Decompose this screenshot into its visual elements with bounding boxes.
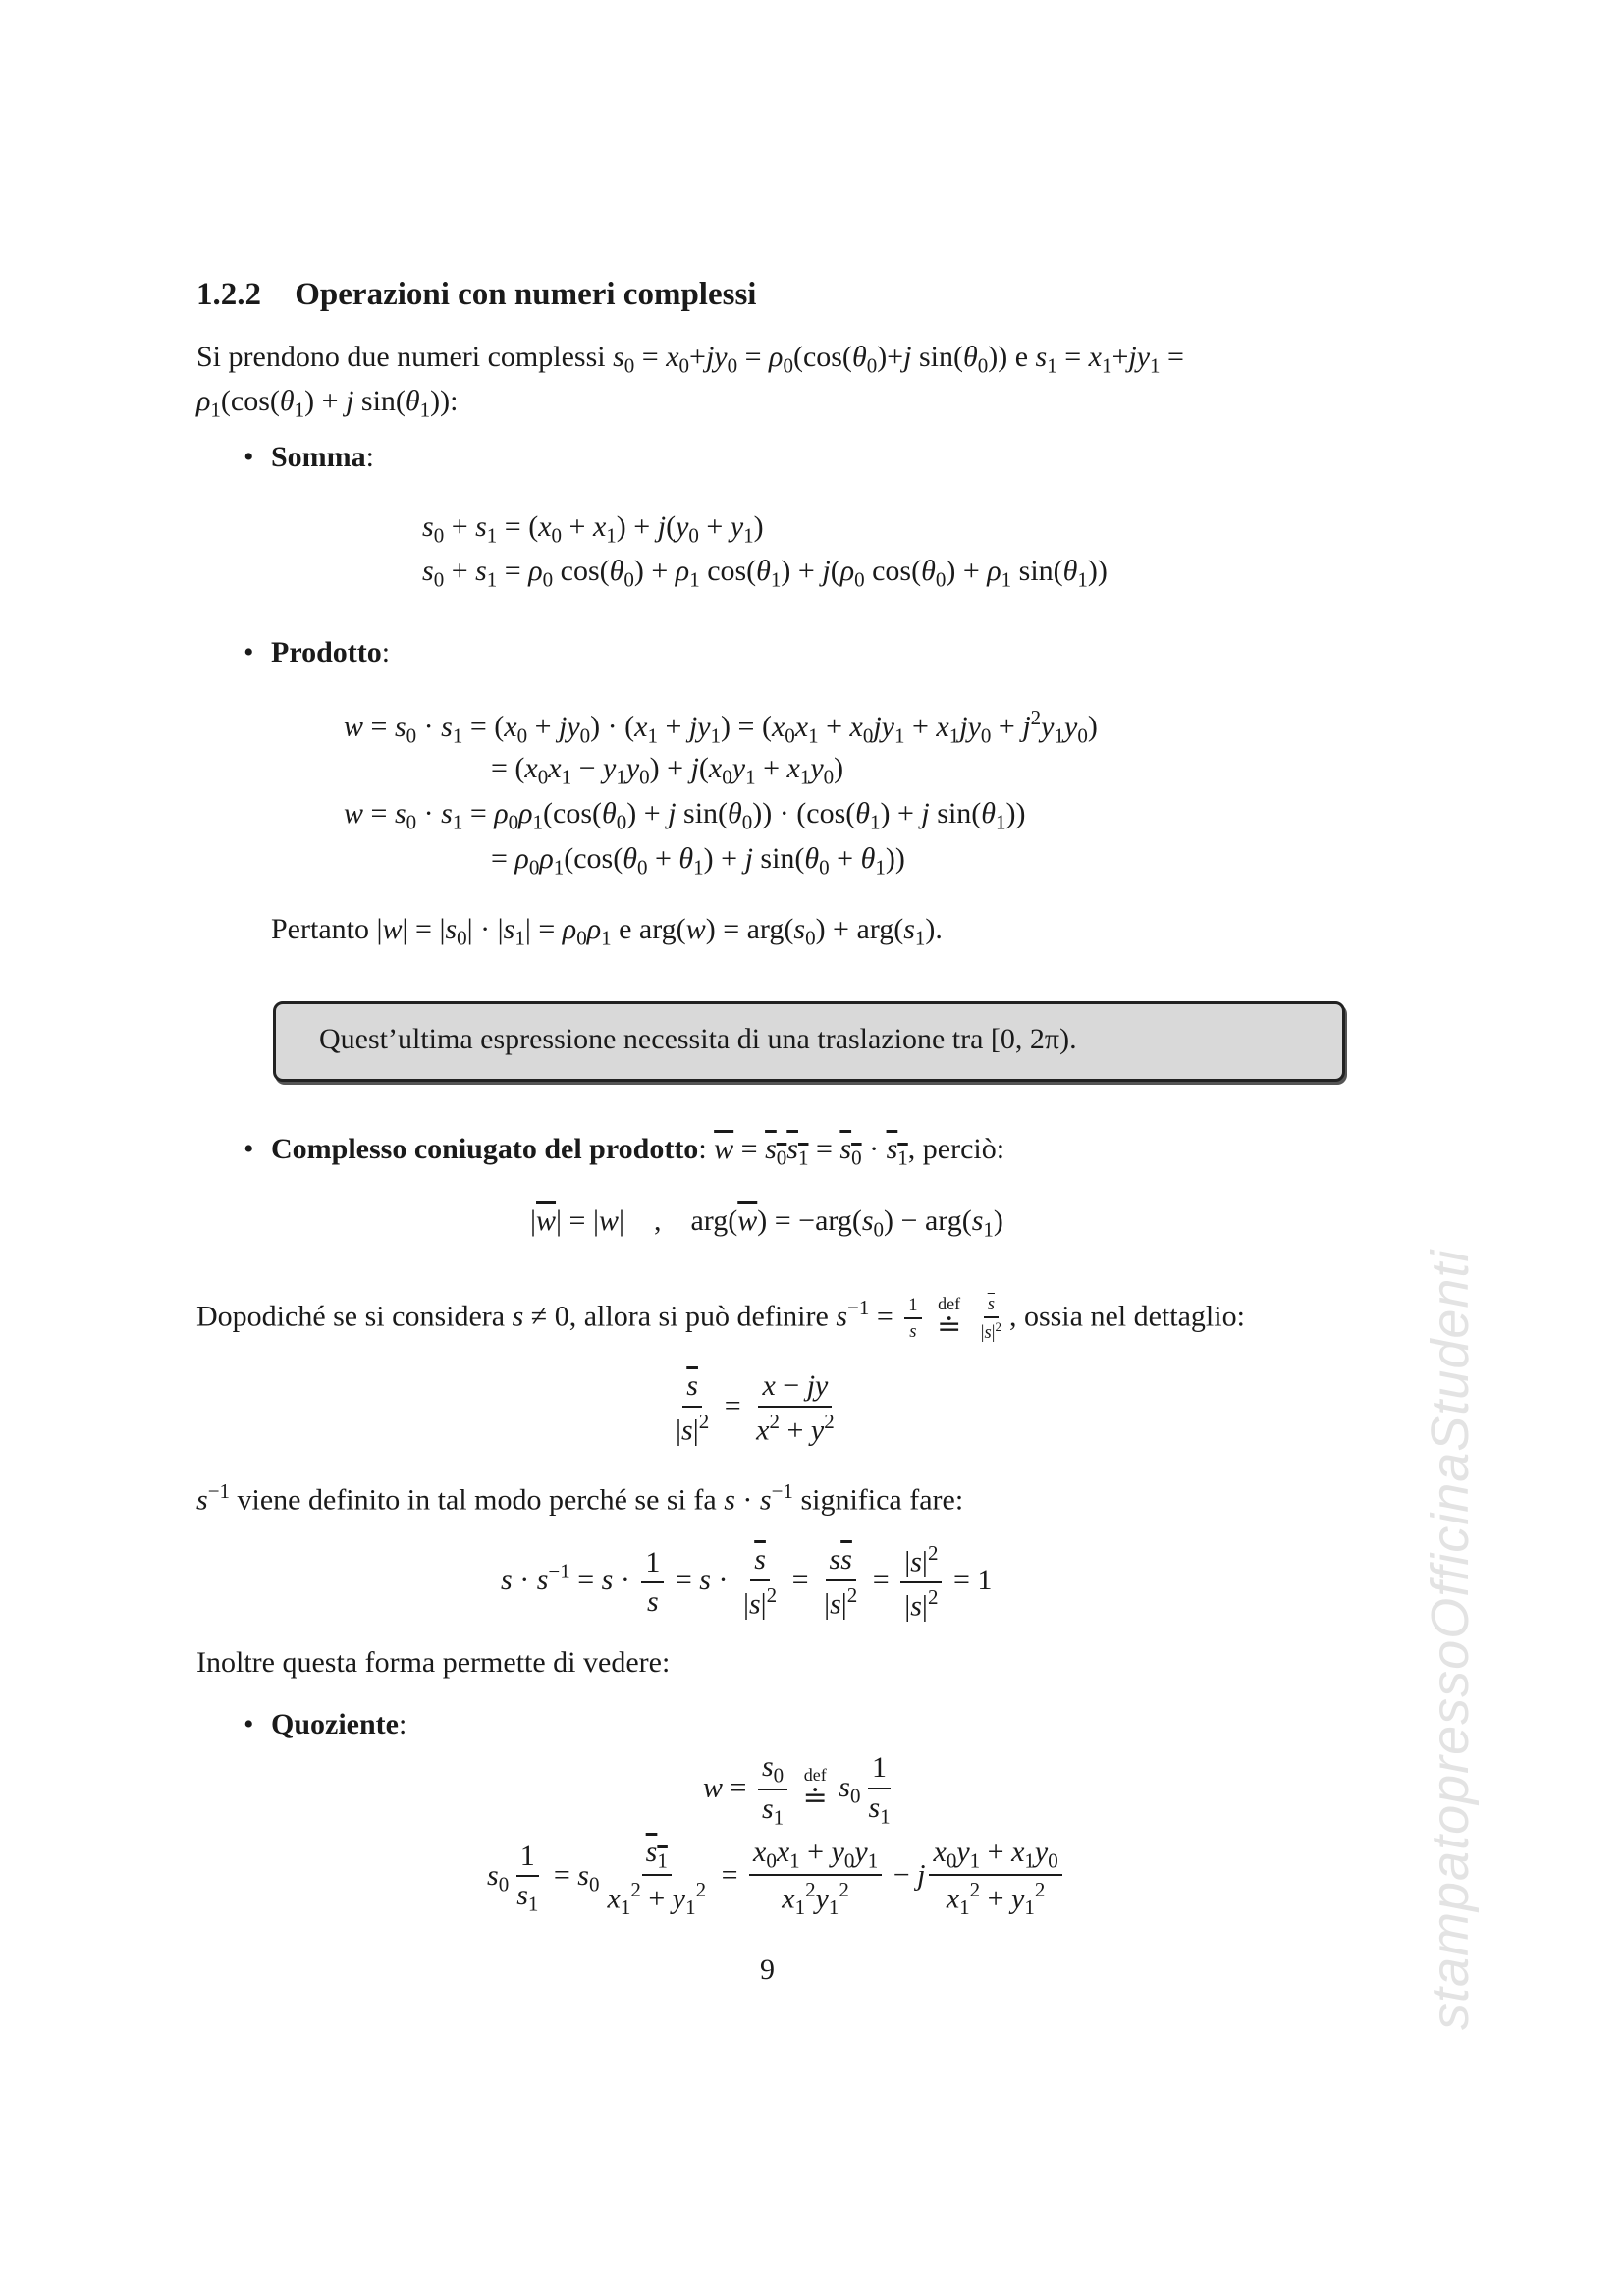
- watermark: stampatopressoOfficinaStudenti: [1421, 1249, 1480, 2030]
- equation-coniugato: $|\overline{w}| = |w|$ , $arg(\overline{w}) = -arg(s_0) - arg(s_1)$: [530, 1204, 1003, 1242]
- dopodiche-line: Dopodiché se si considera s ≠ 0, allora si può definire $s^{-1}$ = $\frac{1}{s}$ def ≐ $\frac{\overline{s}}{|s|^2}$ , ossia nel dettaglio:: [196, 1294, 1245, 1344]
- section-heading: [196, 277, 756, 313]
- note-box: [273, 1001, 1345, 1082]
- bullet-quoziente: • Quoziente:: [271, 1706, 406, 1743]
- equation-prodotto-2: = $(x_0x_1 - y_1y_0) + j(x_0y_1 + x_1y_0)$: [491, 752, 844, 789]
- viene-line: $s^{-1}$ viene definito in tal modo perché se si fa $s \cdot s^{-1}$ significa fare:: [196, 1479, 964, 1517]
- equation-prodotto-3: $w = s_0 \cdot s_1 = \rho_0\rho_1(\cos(\theta_0) + j$ $\sin(\theta_0)) \cdot (\cos(\theta_1) + j$ $\sin(\theta_1)$): [344, 797, 1026, 834]
- equation-inverse-product: $s \cdot s^{-1} = s$ · $\frac{1}{s}$ = s · $\frac{\overline{s}}{|s|^2}$ = $\frac{s\overline{s}}{|s|^2}$ = $\frac{|s|^2}{|s|^2}$ = 1: [501, 1541, 993, 1623]
- equation-somma-1: $s_0 + s_1 = (x_0 + x_1) + j(y_0 + y_1)$: [422, 510, 764, 548]
- inoltre-line: Inoltre questa forma permette di vedere:: [196, 1646, 671, 1679]
- intro-line-1: Si prendono due numeri complessi $s_0 = x_0+jy_0 = \rho_0(\cos(\theta_0)+j$ $\sin(\theta_0)$) e $s_1 = x_1+jy_1$ =: [196, 341, 1184, 378]
- bullet-prodotto: • Prodotto:: [271, 634, 390, 671]
- equation-inverse-detail: $\frac{\overline{s}}{|s|^2}$ = $\frac{x - jy}{x^2 + y^2}$: [676, 1369, 835, 1447]
- equation-quoziente-1: w = $\frac{s_0}{s_1}$ def ≐ $s_0$ $\frac{1}{s_1}$: [703, 1750, 891, 1830]
- equation-prodotto-4: = $\rho_0\rho_1(\cos(\theta_0 + \theta_1) + j$ $\sin(\theta_0 + \theta_1)$): [491, 842, 905, 880]
- section-title: Operazioni con numeri complessi: [295, 277, 757, 312]
- equation-somma-2: $s_0 + s_1 = \rho_0$ $\cos(\theta_0) + \rho_1$ $\cos(\theta_1) + j(\rho_0$ $\cos(\theta_0) + \rho_1$ $\sin(\theta_1)$): [422, 555, 1108, 592]
- equation-quoziente-2: $s_0$ $\frac{1}{s_1}$ = $s_0$ $\frac{s_1}{x_1^2 + y_1^2}$ = $\frac{x_0x_1 + y_0y_1}{x_1^2y_1^2}$ − j $\frac{x_0y_1 + x_1y_0}{x_1^2 + y_1^2}$: [487, 1836, 1066, 1919]
- bullet-coniugato: • Complesso coniugato del prodotto: $\overline{w} = s_0s_1 = s_0 \cdot s_1$, perciò:: [271, 1131, 1004, 1171]
- note-text: Quest’ultima espressione necessita di una traslazione tra [0, 2π).: [319, 1023, 1077, 1055]
- pertanto-line: Pertanto $|w| = |s_0| \cdot |s_1| = \rho_0\rho_1$ e $arg(w) = arg(s_0) + arg(s_1)$.: [271, 913, 943, 950]
- bullet-somma: • Somma:: [271, 439, 374, 476]
- section-number: 1.2.2: [196, 277, 261, 312]
- equation-prodotto-1: $w = s_0 \cdot s_1 = (x_0 + jy_0) \cdot (x_1 + jy_1) = (x_0x_1 + x_0jy_1 + x_1jy_0 + j^2y_1y_0)$: [344, 706, 1098, 747]
- intro-line-2: $\rho_1(\cos(\theta_1) + j$ $\sin(\theta_1)$):: [196, 385, 459, 422]
- page-number: 9: [760, 1953, 775, 1986]
